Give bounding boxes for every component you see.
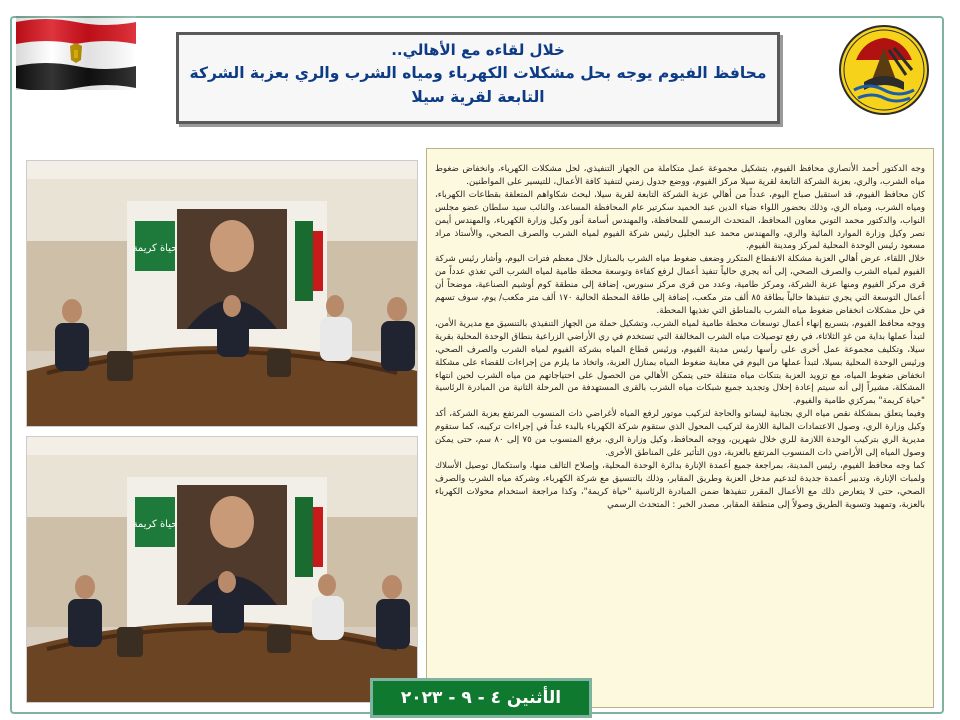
article-paragraph-2: كان محافظ الفيوم، قد استقبل صباح اليوم، عدداً من أهالي عزبة الشركة التابعة لقرية سيلا، لبحث شكاواهم المتعلقة بقطاعات الكهرباء، ومياه الشرب، ومياه الري، وذلك بحضور اللواء ضياء الدين عبد الحميد سكرتير عام المحافظة المساعد، والنائب سيد سلطان عضو مجلس النواب، والدكتور محمد التوني معاون المحافظ، المتحدث الرسمي للمحافظة، والمهندس أسامة أنور وكيل وزارة الكهرباء، والمهندس أيمن نصر وكيل وزارة الموارد المائية والري، والمهندس محمد عبد الجليل رئيس شركة الفيوم لمياه الشرب والصرف الصحي، والأستاذ مراد مسعود رئيس الوحدة المحلية لمركز ومدينة الفيوم. (435, 189, 925, 252)
article-paragraph-4: ووجه محافظ الفيوم، بتسريع إنهاء أعمال توسعات محطة طامية لمياه الشرب، وتشكيل حملة من الجهاز التنفيذي بالتنسيق مع مديرية الأمن، لتبدأ عملها بداية من غدٍ الثلاثاء، في رفع توصيلات مياه الشرب المخالفة التي تستخدم في ري الأراضي الزراعية بنطاق الوحدة المحلية بقرية سيلا، وتكليف مجموعة عمل أخرى على رأسها رئيس مدينة الفيوم، ورئيس قطاع المياه بشركة الفيوم لمياه الشرب والصرف الصحي، ورئيس الوحدة المحلية بسيلا، لتبدأ عملها من اليوم في معاينة ضغوط المياه بمنازل العزبة، واتخاذ ما يلزم من إجراءات للقضاء على مشكلة انخفاض ضغوط المياه، مع تزويد العزبة بتنكات مياه متنقلة حتى يتمكن الأهالي من الحصول على احتياجاتهم من مياه الشرب لحين انتهاء المشكلة، مشيراً إلى أنه سيتم إعادة إحلال وتجديد جميع شبكات مياه الشرب بالقرى المستهدفة من المرحلة الثانية من المبادرة الرئاسية "حياة كريمة" بمركزي طامية والفيوم. (435, 318, 925, 407)
article-paragraph-1: وجه الدكتور أحمد الأنصاري محافظ الفيوم، بتشكيل مجموعة عمل متكاملة من الجهاز التنفيذي، لحل مشكلات الكهرباء، وانخفاض ضغوط مياه الشرب، والري، بعزبة الشركة التابعة لقرية سيلا مركز الفيوم، ووضع جدول زمني لتنفيذ كافة الأعمال، للتيسير على المواطنين. (435, 164, 925, 187)
article-paragraph-5: وفيما يتعلق بمشكلة نقص مياه الري بجنابية ليساتو والحاجة لتركيب موتور لرفع المياه لأغراضي ذات المنسوب المرتفع بعزبة الشركة، أكد وكيل وزارة الري، وصول الاعتمادات المالية اللازمة لتركيب المحول الذي ستقوم شركة الكهرباء بالبدء غداً في إجراءات تركيبه، كما ستقوم مديرية الري بتركيب الوحدة اللازمة للري خلال شهرين، ووجه المحافظ، وكيل وزارة الري، برفع المنسوب من ٧٥ إلى ٨٠ سم، حتى يمكن وصول المياه إلى الأراضي ذات المنسوب المرتفع بالعزبة، دون التأثير على المناطق الأخرى. (435, 409, 925, 458)
headline-line-1: خلال لقاءه مع الأهالي.. (391, 41, 565, 59)
headline-line-2: محافظ الفيوم يوجه بحل مشكلات الكهرباء ومياه الشرب والري بعزبة الشركة التابعة لقرية سيلا (189, 64, 767, 106)
article-body (426, 148, 934, 708)
banner-label: حياة كريمة (132, 243, 178, 254)
governorate-logo-icon (834, 20, 934, 120)
meeting-photo-1 (26, 160, 418, 427)
banner-label: حياة كريمة (132, 519, 178, 530)
article-paragraph-3: خلال اللقاء، عرض أهالي العزبة مشكلة الانقطاع المتكرر وضعف ضغوط مياه الشرب بالمنازل خلال معظم فترات اليوم، وأشار رئيس شركة الفيوم لمياه الشرب والصرف الصحي، إلى أنه يجري حالياً تنفيذ أعمال لرفع كفاءة وتوسعة محطة طامية لمياه الشرب التي تغذي عدداً من قرى مركز الفيوم ومنها عزبة الشركة، ومركز طامية، وعدد من قرى مركز سنورس، إضافة إلى منطقة كوم أوشيم الصناعية، موضحاً أن أعمال التوسعة التي يجري تنفيذها حالياً بطاقة ٨٥ ألف متر مكعب، إضافة إلى طاقة المحطة الحالية ١٧٠ ألف متر مكعب/ يوم، سوف تسهم في حل مشكلات انخفاض ضغوط مياه الشرب بالمناطق التي تغذيها المحطة. (435, 254, 925, 316)
article-paragraph-6: كما وجه محافظ الفيوم، رئيس المدينة، بمراجعة جميع أعمدة الإنارة بدائرة الوحدة المحلية، وإصلاح التالف منها، واستكمال توصيل الأسلاك ولمبات الإنارة، وتدبير أعمدة جديدة لتدعيم مدخل العزبة وطريق المقابر، وذلك بالتنسيق مع شركة الكهرباء، وشركة مياه الشرب والصرف الصحي، حتى لا يتعارض ذلك مع الأعمال المقرر تنفيذها ضمن المبادرة الرئاسية "حياة كريمة"، وكذا مراجعة استخدام محولات الكهرباء بالعزبة، وتمهيد وتسوية الطريق وصولاً إلى منطقة المقابر. مصدر الخبر : المتحدث الرسمي (435, 460, 925, 510)
headline-box (176, 32, 780, 124)
meeting-photo-2 (26, 436, 418, 703)
date-banner: الأثنين ٤ - ٩ - ٢٠٢٣ (370, 678, 592, 718)
egypt-flag-icon (14, 16, 138, 90)
